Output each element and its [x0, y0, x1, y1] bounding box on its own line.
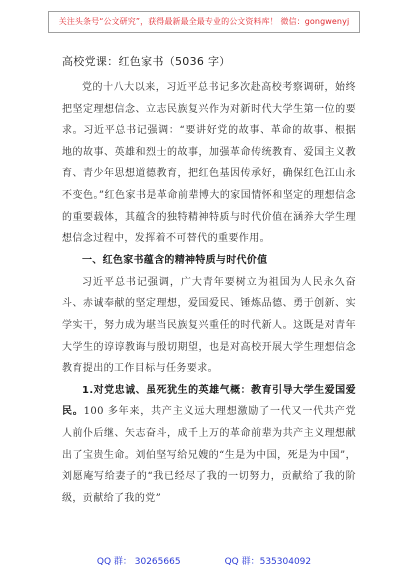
- intro-paragraph: 党的十八大以来，习近平总书记多次赴高校考察调研，始终把坚定理想信念、立志民族复兴作为对新时代大学生第一位的要求。习近平总书记强调：“要讲好党的故事、革命的故事、根据地的故事、英雄和烈士的故事，加强革命传统教育、爱国主义教育、青少年思想道德教育，把红色基因传承好，确保红色江山永不变色。”红色家书是革命前辈博大的家国情怀和坚定的理想信念的重要载体，其蕴含的独特精神特质与时代价值在涵养大学生理想信念过程中，发挥着不可替代的重要作用。: [62, 82, 356, 245]
- point-1-paragraph: [62, 380, 356, 510]
- banner-notice: 关注头条号“公文研究”，获得最新最全最专业的公文资料库！ 微信：gongwenyj: [48, 11, 361, 33]
- point-1-lead: 1.对党忠诚、虽死犹生的英雄气概：教育引导大学生爱国爱民。: [62, 384, 356, 418]
- section-1-paragraph: 习近平总书记强调，广大青年要树立为祖国为人民永久奋斗、赤诚奉献的坚定理想，爱国爱民、锤炼品德、勇于创新、实学实干，努力成为堪当民族复兴重任的时代新人。这既是对青年大学生的谆谆教诲与殷切期望，也是对高校开展大学生理想信念教育提出的工作目标与任务要求。: [62, 276, 356, 375]
- footer-contacts: [0, 554, 408, 567]
- footer-qq-group-2: QQ 群：535304092: [224, 557, 312, 567]
- document-body: [62, 54, 356, 509]
- top-banner: [0, 0, 408, 44]
- document-title: 高校党课：红色家书（5036 字）: [62, 55, 231, 68]
- point-1-text: 100 多年来，共产主义远大理想激励了一代又一代共产党人前仆后继、矢志奋斗，成千上万的革命前辈为共产主义理想献出了宝贵生命。刘伯坚写给兄嫂的“生是为中国，死是为中国”，刘愿庵写给妻子的“我已经尽了我的一切努力，贡献给了我的阶级，贡献给了我的党”: [62, 406, 356, 504]
- section-heading-1: 一、红色家书蕴含的精神特质与时代价值: [82, 254, 268, 266]
- footer-qq-group-1: QQ 群： 30265665: [96, 557, 181, 567]
